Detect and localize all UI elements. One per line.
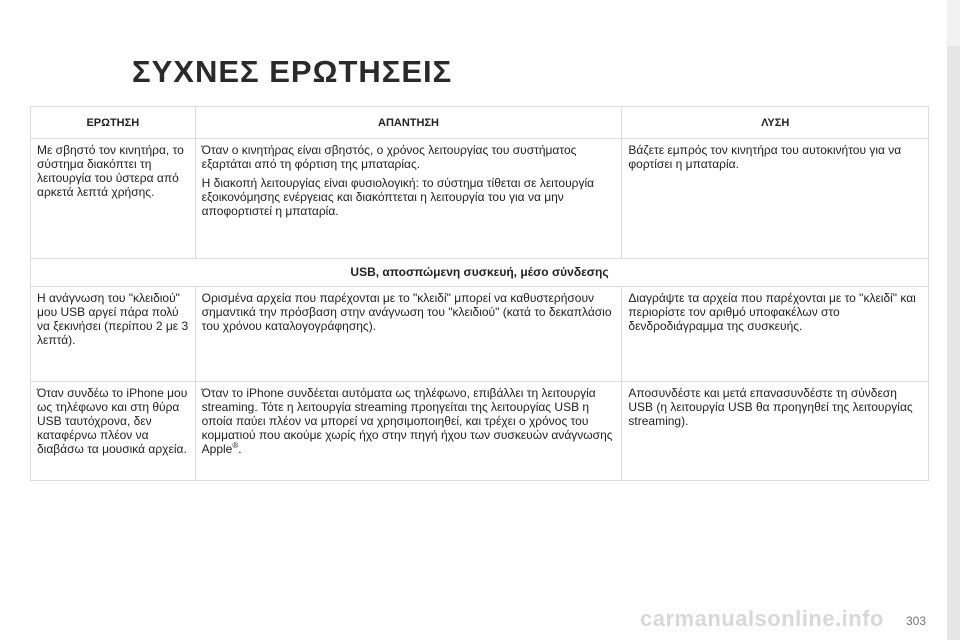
faq-table-grid [30, 106, 929, 481]
section-header-row [31, 259, 928, 286]
side-tab-top [947, 0, 960, 46]
table-row [31, 139, 928, 258]
side-tab-strip [947, 46, 960, 640]
solution-cell: Βάζετε εμπρός τον κινητήρα του αυτοκινήτου για να φορτίσει η μπαταρία. [622, 139, 928, 258]
answer-cell: Ορισμένα αρχεία που παρέχονται με το "κλειδί" μπορεί να καθυστερήσουν σημαντικά την πρόσβαση στην ανάγνωση του "κλειδιού" (κατά το δεκαπλάσιο του χρόνου καταλογογράφησης). [196, 287, 622, 381]
page-title: ΣΥΧΝΕΣ ΕΡΩΤΗΣΕΙΣ [132, 54, 453, 89]
answer-cell [196, 382, 622, 480]
answer-text: Όταν το iPhone συνδέεται αυτόματα ως τηλέφωνο, επιβάλλει τη λειτουργία streaming. Τότε η λειτουργία streaming προηγείται της λειτουργίας USB η οποία παύει πλέον να μπορεί να χρησιμοποιηθεί, και τρέχει ο χρόνος του κομματιού που ακούμε χωρίς ήχο στην πηγή ήχου των συσκευών ανάγνωσης Apple [201, 386, 613, 456]
solution-cell: Διαγράψτε τα αρχεία που παρέχονται με το "κλειδί" και περιορίστε τον αριθμό υποφακέλων στο δενδροδιάγραμμα της συσκευής. [622, 287, 928, 381]
section-title: USB, αποσπώμενη συσκευή, μέσο σύνδεσης [31, 259, 928, 286]
table-row [31, 287, 928, 381]
registered-mark: ® [232, 441, 239, 450]
table-header-row [31, 107, 928, 138]
answer-paragraph: Η διακοπή λειτουργίας είναι φυσιολογική: το σύστημα τίθεται σε λειτουργία εξοικονόμησης ενέργειας και διακόπτεται η λειτουργία του για να μην αποφορτιστεί η μπαταρία. [201, 176, 595, 218]
question-cell: Με σβηστό τον κινητήρα, το σύστημα διακόπτει τη λειτουργία του ύστερα από αρκετά λεπτά χρήσης. [31, 139, 195, 258]
table-row [31, 382, 928, 480]
answer-end: . [238, 442, 242, 456]
answer-cell [196, 139, 622, 258]
faq-table [30, 106, 929, 456]
page-number: 303 [906, 614, 927, 628]
solution-cell: Αποσυνδέστε και μετά επανασυνδέστε τη σύνδεση USB (η λειτουργία USB θα προηγηθεί της λειτουργίας streaming). [622, 382, 928, 480]
header-answer: ΑΠΑΝΤΗΣΗ [196, 107, 622, 138]
question-cell: Η ανάγνωση του "κλειδιού" μου USB αργεί πάρα πολύ να ξεκινήσει (περίπου 2 με 3 λεπτά). [31, 287, 195, 381]
watermark-text: carmanualsonline.info [640, 606, 884, 631]
header-solution: ΛΥΣΗ [622, 107, 928, 138]
question-cell: Όταν συνδέω το iPhone μου ως τηλέφωνο και στη θύρα USB ταυτόχρονα, δεν καταφέρνω πλέον να διαβάσω τα μουσικά αρχεία. [31, 382, 195, 480]
answer-paragraph: Όταν ο κινητήρας είναι σβηστός, ο χρόνος λειτουργίας του συστήματος εξαρτάται από τη φόρτιση της μπαταρίας. [201, 143, 577, 171]
header-question: ΕΡΩΤΗΣΗ [31, 107, 195, 138]
